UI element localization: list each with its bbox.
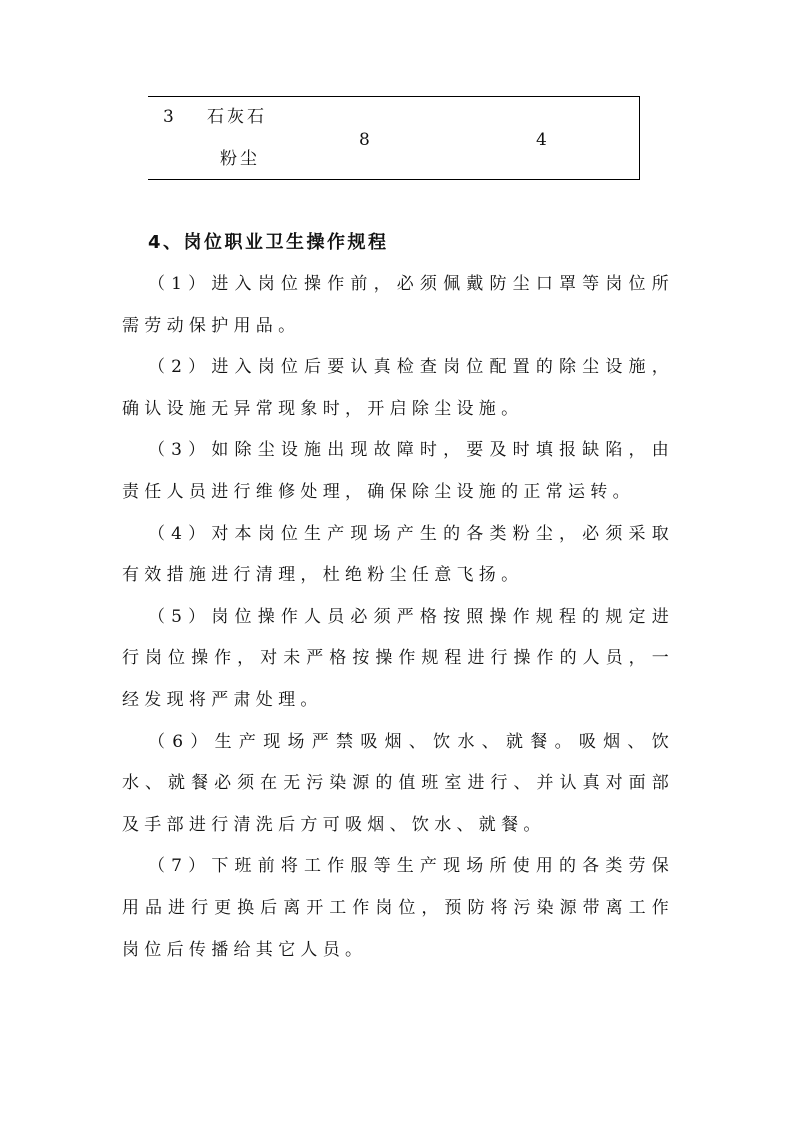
paragraph-4: （4）对本岗位生产现场产生的各类粉尘，必须采取有效措施进行清理，杜绝粉尘任意飞扬。: [122, 523, 674, 586]
table-cell-value-a: 8: [359, 130, 370, 150]
table-cell-name-line1: 石灰石: [207, 107, 267, 127]
paragraph-6: （6）生产现场严禁吸烟、饮水、就餐。吸烟、饮水、就餐必须在无污染源的值班室进行、并认真对面部及手部进行清洗后方可吸烟、饮水、就餐。: [122, 731, 674, 835]
paragraph-2: （2）进入岗位后要认真检查岗位配置的除尘设施，确认设施无异常现象时，开启除尘设施。: [122, 357, 674, 419]
paragraph-1: （1）进入岗位操作前，必须佩戴防尘口罩等岗位所需劳动保护用品。: [122, 274, 674, 336]
paragraph-3: （3）如除尘设施出现故障时，要及时填报缺陷，由责任人员进行维修处理，确保除尘设施的正常运转。: [122, 440, 674, 502]
paragraph-7: （7）下班前将工作服等生产现场所使用的各类劳保用品进行更换后离开工作岗位，预防将污染源带离工作岗位后传播给其它人员。: [122, 856, 674, 960]
table-cell-index: 3: [163, 107, 174, 127]
paragraph-5: （5）岗位操作人员必须严格按照操作规程的规定进行岗位操作，对未严格按操作规程进行操作的人员，一经发现将严肃处理。: [122, 606, 674, 710]
section-body: [122, 264, 674, 971]
section-heading: 4、岗位职业卫生操作规程: [148, 232, 389, 253]
table-cell-value-b: 4: [536, 130, 547, 150]
hazard-table-fragment: [148, 96, 640, 180]
table-cell-name-line2: 粉尘: [220, 149, 260, 169]
